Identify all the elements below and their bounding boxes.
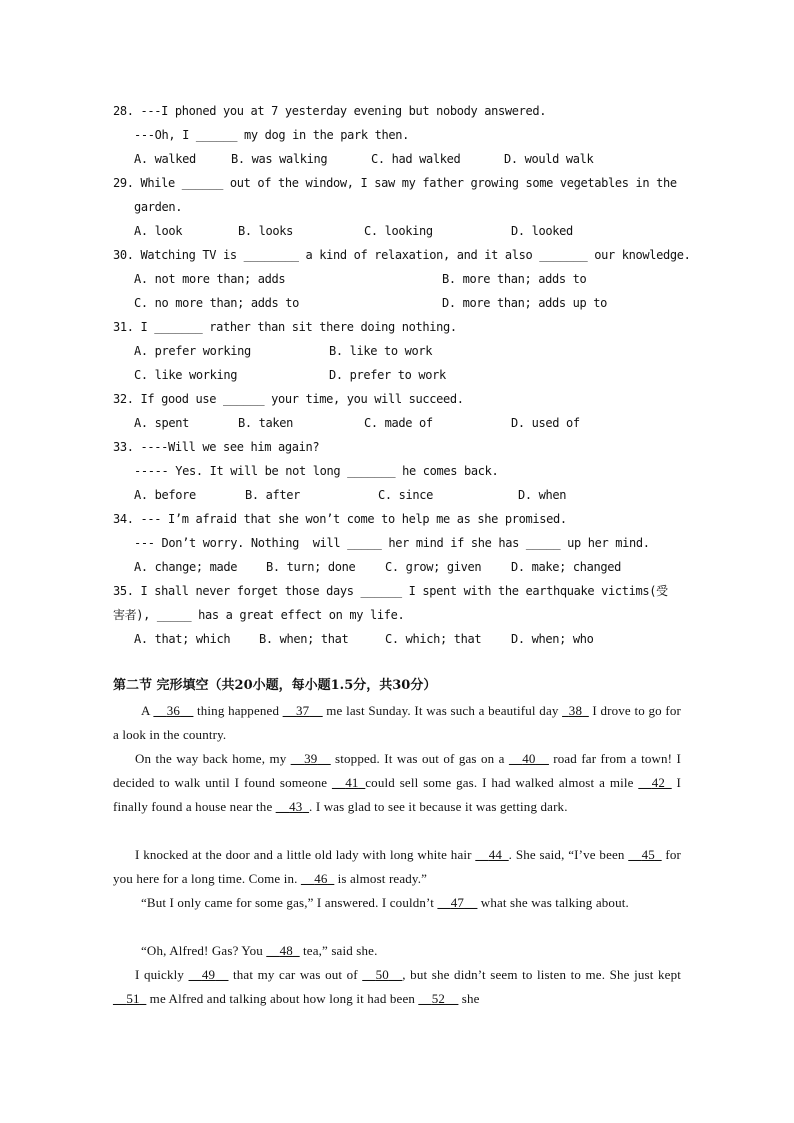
passage-text: could sell some gas. I had walked almost a mile — [365, 775, 639, 790]
question-32-option-d: D. used of — [511, 416, 580, 430]
question-28-option-d: D. would walk — [504, 152, 594, 166]
question-34-option-c: C. grow; given — [385, 560, 482, 574]
question-35-option-c: C. which; that — [385, 632, 482, 646]
question-29-stem: 29. While ______ out of the window, I saw my father growing some vegetables in the — [113, 176, 677, 190]
passage-text: . I was glad to see it because it was getting dark. — [309, 799, 568, 814]
passage-text: me last Sunday. It was such a beautiful day — [322, 703, 563, 718]
passage-text: for you here for a long time. Come in. — [113, 847, 681, 886]
question-30-option-d: D. more than; adds up to — [442, 296, 607, 310]
passage-text: what she was talking about. — [477, 895, 629, 910]
blank-46: __46_ — [300, 871, 335, 886]
passage-text: I quickly — [135, 967, 189, 982]
question-33-option-a: A. before — [134, 488, 196, 502]
passage-paragraph-4 — [113, 891, 681, 915]
question-32-stem: 32. If good use ______ your time, you will succeed. — [113, 392, 464, 406]
blank-45: __45_ — [628, 847, 662, 862]
question-34-reply: --- Don’t worry. Nothing will _____ her mind if she has _____ up her mind. — [134, 536, 650, 550]
question-31-option-c: C. like working — [134, 368, 238, 382]
passage-paragraph-3 — [113, 843, 681, 891]
question-35-stem: 35. I shall never forget those days ______ I spent with the earthquake victims(受 — [113, 584, 668, 598]
question-33-option-b: B. after — [245, 488, 300, 502]
passage-text: is almost ready.” — [334, 871, 428, 886]
question-32-option-c: C. made of — [364, 416, 433, 430]
question-29-option-a: A. look — [134, 224, 183, 238]
blank-37: __37__ — [282, 703, 323, 718]
question-34-option-a: A. change; made — [134, 560, 238, 574]
section-heading: 第二节 完形填空（共20小题，每小题1.5分，共30分） — [113, 678, 437, 693]
question-34-option-b: B. turn; done — [266, 560, 356, 574]
passage-text: , but she didn’t seem to listen to me. She just kept — [402, 967, 681, 982]
question-31-option-a: A. prefer working — [134, 344, 251, 358]
blank-49: __49__ — [188, 967, 229, 982]
passage-paragraph-1 — [113, 699, 681, 747]
blank-44: __44_ — [475, 847, 509, 862]
question-33-option-d: D. when — [518, 488, 567, 502]
question-28-option-b: B. was walking — [231, 152, 328, 166]
blank-52: __52__ — [418, 991, 459, 1006]
passage-text: thing happened — [193, 703, 283, 718]
passage-text: stopped. It was out of gas on a — [330, 751, 509, 766]
question-31-option-b: B. like to work — [329, 344, 433, 358]
question-33-stem: 33. ----Will we see him again? — [113, 440, 320, 454]
passage-text: A — [141, 703, 154, 718]
passage-paragraph-5 — [113, 939, 681, 963]
passage-text: tea,” said she. — [299, 943, 378, 958]
question-33-reply: ----- Yes. It will be not long _______ he comes back. — [134, 464, 499, 478]
question-30-option-b: B. more than; adds to — [442, 272, 587, 286]
blank-38: _38_ — [562, 703, 589, 718]
question-35-option-b: B. when; that — [259, 632, 349, 646]
question-31-stem: 31. I _______ rather than sit there doing nothing. — [113, 320, 457, 334]
blank-51: __51_ — [113, 991, 147, 1006]
blank-39: __39__ — [290, 751, 331, 766]
passage-text: she — [458, 991, 480, 1006]
passage-text: I finally found a house near the — [113, 775, 681, 814]
question-30-option-a: A. not more than; adds — [134, 272, 286, 286]
question-29-option-d: D. looked — [511, 224, 573, 238]
passage-text: On the way back home, my — [135, 751, 291, 766]
passage-text: that my car was out of — [228, 967, 363, 982]
question-35-option-a: A. that; which — [134, 632, 231, 646]
passage-text: “Oh, Alfred! Gas? You — [141, 943, 267, 958]
question-32-option-b: B. taken — [238, 416, 293, 430]
passage-paragraph-6 — [113, 963, 681, 1011]
blank-43: __43_ — [275, 799, 310, 814]
passage-text: road far from a town! I decided to walk until I found someone — [113, 751, 681, 790]
question-29-stem-continued: garden. — [134, 200, 183, 214]
question-31-option-d: D. prefer to work — [329, 368, 446, 382]
blank-42: __42_ — [638, 775, 672, 790]
question-33-option-c: C. since — [378, 488, 433, 502]
blank-40: __40__ — [508, 751, 549, 766]
blank-50: __50__ — [362, 967, 403, 982]
passage-paragraph-2 — [113, 747, 681, 819]
question-28-option-c: C. had walked — [371, 152, 461, 166]
passage-text: me Alfred and talking about how long it had been — [146, 991, 419, 1006]
passage-text: . She said, “I’ve been — [508, 847, 629, 862]
question-28-reply: ---Oh, I ______ my dog in the park then. — [134, 128, 409, 142]
blank-36: __36__ — [153, 703, 194, 718]
question-30-option-c: C. no more than; adds to — [134, 296, 299, 310]
blank-41: __41_ — [331, 775, 366, 790]
blank-47: __47__ — [437, 895, 478, 910]
passage-text: “But I only came for some gas,” I answered. I couldn’t — [141, 895, 438, 910]
passage-text: I knocked at the door and a little old lady with long white hair — [135, 847, 476, 862]
question-28-stem: 28. ---I phoned you at 7 yesterday evening but nobody answered. — [113, 104, 547, 118]
passage-text: I drove to go for a look in the country. — [113, 703, 681, 742]
question-28-option-a: A. walked — [134, 152, 196, 166]
question-29-option-c: C. looking — [364, 224, 433, 238]
blank-48: __48_ — [266, 943, 300, 958]
question-32-option-a: A. spent — [134, 416, 189, 430]
question-29-option-b: B. looks — [238, 224, 293, 238]
question-35-option-d: D. when; who — [511, 632, 594, 646]
question-34-option-d: D. make; changed — [511, 560, 621, 574]
question-30-stem: 30. Watching TV is ________ a kind of relaxation, and it also _______ our knowledge. — [113, 248, 691, 262]
question-34-stem: 34. --- I’m afraid that she won’t come to help me as she promised. — [113, 512, 567, 526]
question-35-stem-continued: 害者), _____ has a great effect on my life. — [113, 608, 405, 622]
